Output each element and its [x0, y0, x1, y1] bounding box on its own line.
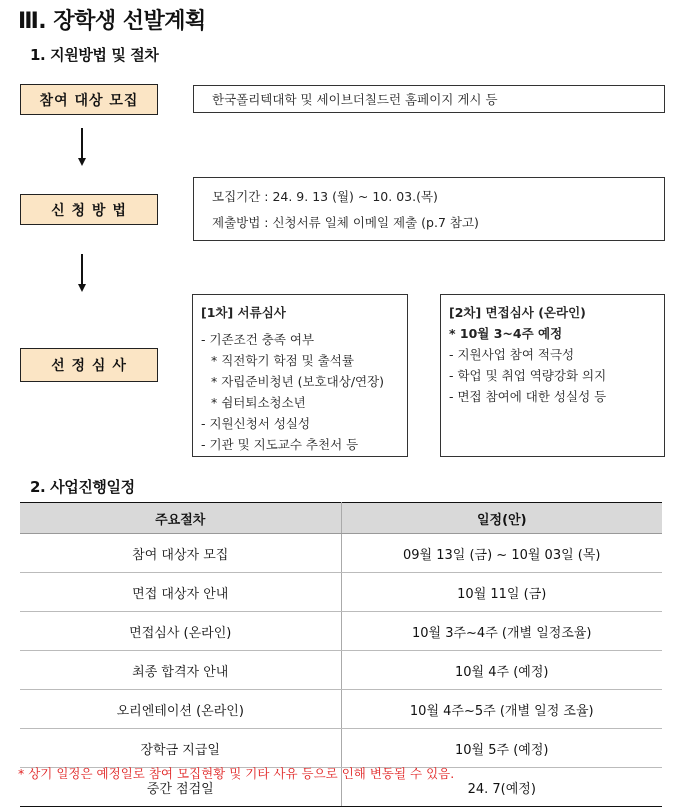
review2-item: - 지원사업 참여 적극성	[449, 347, 575, 362]
date-cell: 10월 3주~4주 (개별 일정조율)	[341, 612, 662, 651]
step-review-box	[20, 348, 158, 382]
review1-item: - 기존조건 충족 여부	[201, 332, 315, 347]
procedure-cell: 최종 합격자 안내	[20, 651, 341, 690]
date-cell: 10월 11일 (금)	[341, 573, 662, 612]
review1-item: * 자립준비청년 (보호대상/연장)	[211, 374, 385, 389]
subsection-title-schedule: 2. 사업진행일정	[30, 478, 135, 496]
procedure-cell: 면접 대상자 안내	[20, 573, 341, 612]
header-schedule: 일정(안)	[341, 503, 662, 534]
date-cell: 10월 4주~5주 (개별 일정 조율)	[341, 690, 662, 729]
step-recruit-info	[193, 85, 665, 113]
table-header-row	[20, 503, 662, 534]
table-row	[20, 651, 662, 690]
recruit-info-line: 한국폴리텍대학 및 세이브더칠드런 홈페이지 게시 등	[212, 92, 498, 107]
step-recruit-box	[20, 84, 158, 115]
review1-item: * 쉼터퇴소청소년	[211, 395, 306, 410]
procedure-cell: 참여 대상자 모집	[20, 534, 341, 573]
review1-item: - 지원신청서 성실성	[201, 416, 311, 431]
procedure-cell: 중간 점검일	[20, 768, 341, 807]
procedure-cell: 장학금 지급일	[20, 729, 341, 768]
arrowhead-1	[78, 158, 86, 166]
document-review-box	[192, 294, 408, 457]
schedule-table	[20, 502, 662, 807]
apply-method-line: 제출방법 : 신청서류 일체 이메일 제출 (p.7 참고)	[212, 215, 479, 230]
procedure-cell: 오리엔테이션 (온라인)	[20, 690, 341, 729]
table-row	[20, 729, 662, 768]
section-title: Ⅲ. 장학생 선발계획	[18, 9, 206, 34]
procedure-cell: 면접심사 (온라인)	[20, 612, 341, 651]
step-review-label: 선 정 심 사	[51, 358, 127, 374]
date-cell: 10월 4주 (예정)	[341, 651, 662, 690]
subsection-title-apply: 1. 지원방법 및 절차	[30, 46, 159, 64]
step-recruit-label: 참여 대상 모집	[39, 92, 139, 109]
table-row	[20, 690, 662, 729]
flow-arrow-1	[81, 128, 83, 160]
table-row	[20, 534, 662, 573]
header-procedure: 주요절차	[20, 503, 341, 534]
interview-schedule-note: * 10월 3~4주 예정	[449, 326, 563, 341]
schedule-footnote: * 상기 일정은 예정일로 참여 모집현황 및 기타 사유 등으로 인해 변동될 수 있음.	[18, 766, 455, 781]
review2-item: - 면접 참여에 대한 성실성 등	[449, 389, 607, 404]
date-cell: 24. 7(예정)	[341, 768, 662, 807]
date-cell: 10월 5주 (예정)	[341, 729, 662, 768]
document-review-title: [1차] 서류심사	[201, 305, 286, 320]
table-row	[20, 573, 662, 612]
interview-review-box	[440, 294, 665, 457]
arrowhead-2	[78, 284, 86, 292]
step-apply-info	[193, 177, 665, 241]
step-apply-label: 신 청 방 법	[51, 202, 127, 219]
review1-item: * 직전학기 학점 및 출석률	[211, 353, 354, 368]
interview-review-title: [2차] 면접심사 (온라인)	[449, 305, 586, 320]
review2-item: - 학업 및 취업 역량강화 의지	[449, 368, 607, 383]
table-row	[20, 612, 662, 651]
apply-period-line: 모집기간 : 24. 9. 13 (월) ~ 10. 03.(목)	[212, 189, 438, 204]
review1-item: - 기관 및 지도교수 추천서 등	[201, 437, 359, 452]
flow-arrow-2	[81, 254, 83, 286]
date-cell: 09월 13일 (금) ~ 10월 03일 (목)	[341, 534, 662, 573]
step-apply-box	[20, 194, 158, 225]
